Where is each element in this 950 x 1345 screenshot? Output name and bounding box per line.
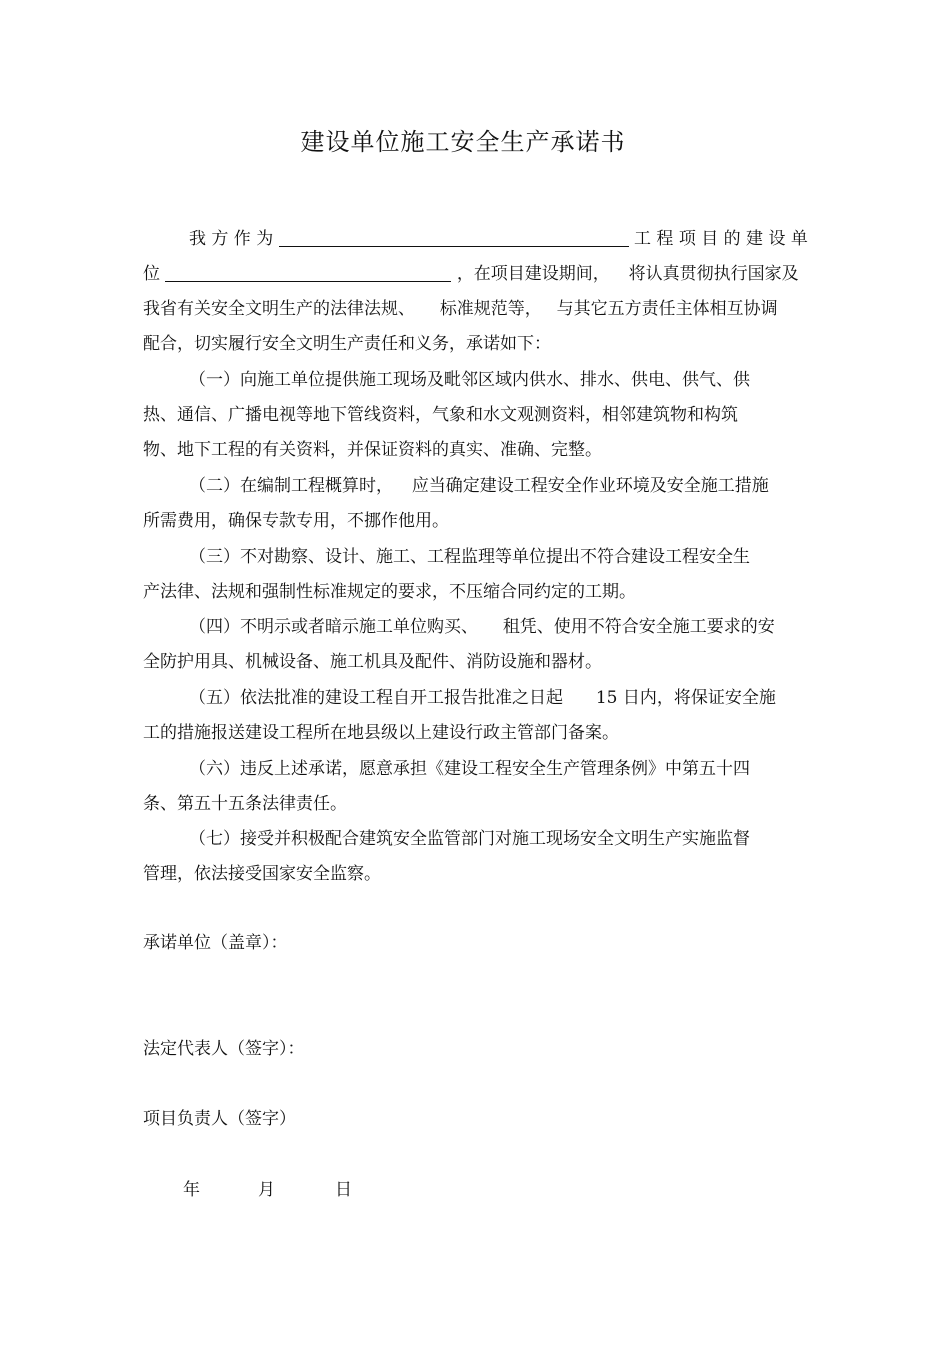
item-6-line-1: （六）违反上述承诺，愿意承担《建设工程安全生产管理条例》中第五十四 [189, 759, 750, 779]
intro-line-4: 配合，切实履行安全文明生产责任和义务，承诺如下： [143, 334, 551, 354]
item-5-line-2: 工的措施报送建设工程所在地县级以上建设行政主管部门备案。 [143, 723, 619, 743]
item-text: （五）依法批准的建设工程自开工报告批准之日起 [189, 688, 563, 708]
document-title: 建设单位施工安全生产承诺书 [300, 128, 626, 156]
intro-text: 工 程 项 目 的 建 设 单 [634, 229, 808, 249]
intro-text: 我 方 作 为 [189, 229, 274, 249]
project-lead-label: 项目负责人（签字） [143, 1109, 296, 1129]
date-month-label: 月 [258, 1180, 275, 1200]
date-year-label: 年 [183, 1180, 200, 1200]
item-4-line-2: 全防护用具、机械设备、施工机具及配件、消防设施和器材。 [143, 652, 602, 672]
intro-line-2 [143, 260, 799, 288]
intro-text: 标准规范等， [439, 299, 542, 319]
item-6-line-2: 条、第五十五条法律责任。 [143, 794, 347, 814]
item-3-line-1: （三）不对勘察、设计、施工、工程监理等单位提出不符合建设工程安全生 [189, 547, 750, 567]
intro-text: 与其它五方责任主体相互协调 [556, 299, 778, 319]
item-text: （四）不明示或者暗示施工单位购买、 [189, 617, 478, 637]
intro-line-3 [143, 295, 778, 323]
item-5-line-1 [189, 684, 776, 712]
intro-text: 将认真贯彻执行国家及 [628, 264, 799, 284]
item-text: 15 日内，将保证安全施 [595, 688, 776, 708]
item-7-line-2: 管理，依法接受国家安全监察。 [143, 864, 381, 884]
item-text: （二）在编制工程概算时， [189, 476, 393, 496]
project-name-blank [279, 226, 629, 247]
item-text: 租凭、使用不符合安全施工要求的安 [502, 617, 775, 637]
item-2-line-2: 所需费用，确保专款专用，不挪作他用。 [143, 511, 449, 531]
item-2-line-1 [189, 472, 769, 500]
item-4-line-1 [189, 613, 775, 641]
intro-text: 我省有关安全文明生产的法律法规、 [143, 299, 415, 319]
committing-unit-label: 承诺单位（盖章）： [143, 933, 288, 953]
item-1-line-2: 热、通信、广播电视等地下管线资料，气象和水文观测资料，相邻建筑物和构筑 [143, 405, 738, 425]
legal-representative-label: 法定代表人（签字）： [143, 1039, 305, 1059]
item-text: 应当确定建设工程安全作业环境及安全施工措施 [411, 476, 769, 496]
item-7-line-1: （七）接受并积极配合建筑安全监管部门对施工现场安全文明生产实施监督 [189, 829, 750, 849]
date-day-label: 日 [335, 1180, 352, 1200]
item-1-line-3: 物、地下工程的有关资料，并保证资料的真实、准确、完整。 [143, 440, 602, 460]
builder-name-blank [165, 261, 451, 282]
intro-line-1 [189, 225, 808, 253]
intro-text: 位 [143, 264, 160, 284]
item-3-line-2: 产法律、法规和强制性标准规定的要求，不压缩合同约定的工期。 [143, 582, 636, 602]
intro-text: ，在项目建设期间， [456, 264, 610, 284]
item-1-line-1: （一）向施工单位提供施工现场及毗邻区域内供水、排水、供电、供气、供 [189, 370, 750, 390]
